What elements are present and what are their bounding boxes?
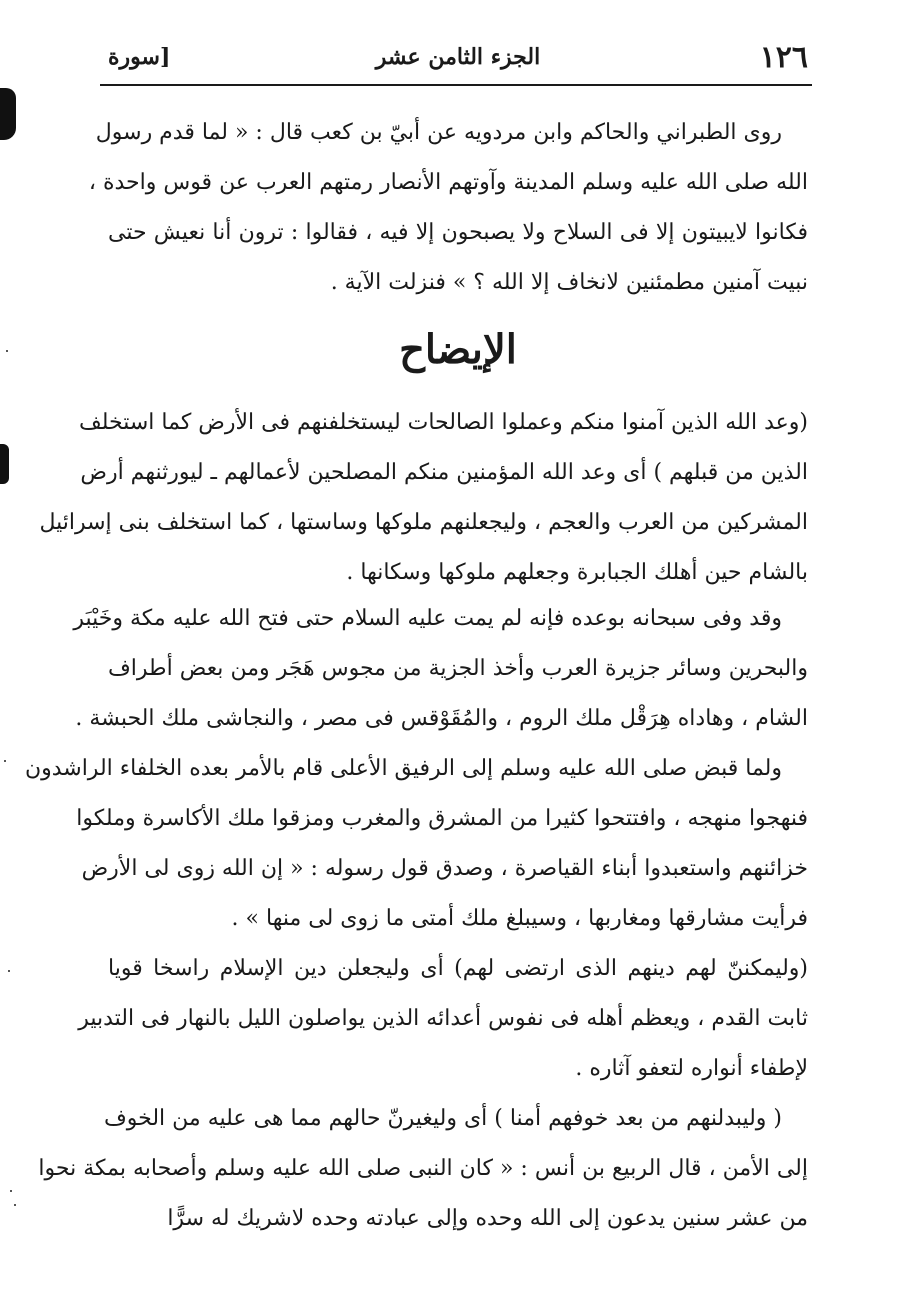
text-line: (وليمكننّ لهم دينهم الذى ارتضى لهم) أى وليجعلن دين الإسلام راسخا قويا bbox=[108, 956, 808, 981]
text-line: ولما قبض صلى الله عليه وسلم إلى الرفيق الأعلى قام بالأمر بعده الخلفاء الراشدون bbox=[24, 756, 782, 781]
paragraph-4 bbox=[78, 944, 808, 1094]
scan-speck bbox=[8, 970, 10, 972]
paragraph-3 bbox=[24, 744, 808, 944]
scan-mark bbox=[0, 444, 9, 484]
paragraph-5 bbox=[38, 1094, 808, 1244]
text-line: إلى الأمن ، قال الربيع بن أنس : « كان النبى صلى الله عليه وسلم وأصحابه بمكة نحوا bbox=[38, 1156, 808, 1181]
text-line: لإطفاء أنواره لتعفو آثاره . bbox=[575, 1056, 808, 1081]
running-header bbox=[108, 40, 808, 80]
scan-mark bbox=[0, 88, 16, 140]
paragraph-1 bbox=[39, 398, 808, 598]
text-line: ثابت القدم ، ويعظم أهله فى نفوس أعدائه الذين يواصلون الليل بالنهار فى التدبير bbox=[78, 1006, 808, 1031]
text-line: الشام ، وهاداه هِرَقْل ملك الروم ، والمُقَوْقس فى مصر ، والنجاشى ملك الحبشة . bbox=[75, 706, 808, 731]
part-title: الجزء الثامن عشر bbox=[375, 44, 541, 70]
scan-speck bbox=[4, 760, 6, 762]
text-line: وقد وفى سبحانه بوعده فإنه لم يمت عليه السلام حتى فتح الله عليه مكة وخَيْبَر bbox=[73, 606, 782, 631]
text-line: نبيت آمنين مطمئنين لانخاف إلا الله ؟ » فنزلت الآية . bbox=[330, 270, 808, 295]
paragraph-2 bbox=[73, 594, 808, 744]
header-rule bbox=[100, 84, 812, 86]
text-line: الذين من قبلهم ) أى وعد الله المؤمنين منكم المصلحين لأعمالهم ـ ليورثنهم أرض bbox=[80, 460, 808, 485]
page-number: ١٢٦ bbox=[759, 40, 808, 75]
text-line: فكانوا لايبيتون إلا فى السلاح ولا يصبحون إلا فيه ، فقالوا : ترون أنا نعيش حتى bbox=[108, 220, 808, 245]
text-line: بالشام حين أهلك الجبابرة وجعلهم ملوكها وسكانها . bbox=[346, 560, 808, 585]
text-line: المشركين من العرب والعجم ، وليجعلنهم ملوكها وساستها ، كما استخلف بنى إسرائيل bbox=[39, 510, 808, 535]
text-line: من عشر سنين يدعون إلى الله وحده وإلى عبادته وحده لاشريك له سرًّا bbox=[167, 1206, 808, 1231]
scan-speck bbox=[14, 1204, 16, 1206]
scan-speck bbox=[6, 350, 8, 352]
text-line: فرأيت مشارقها ومغاربها ، وسيبلغ ملك أمتى ما زوى لى منها » . bbox=[231, 906, 808, 931]
text-line: خزائنهم واستعبدوا أبناء القياصرة ، وصدق قول رسوله : « إن الله زوى لى الأرض bbox=[81, 856, 808, 881]
text-line: روى الطبراني والحاكم وابن مردويه عن أبيّ بن كعب قال : « لما قدم رسول bbox=[95, 120, 782, 145]
text-line: والبحرين وسائر جزيرة العرب وأخذ الجزية من مجوس هَجَر ومن بعض أطراف bbox=[108, 656, 808, 681]
text-line: (وعد الله الذين آمنوا منكم وعملوا الصالحات ليستخلفنهم فى الأرض كما استخلف bbox=[78, 410, 808, 435]
surah-label: [سورة bbox=[108, 44, 171, 70]
intro-paragraph bbox=[88, 108, 808, 308]
section-title: الإيضاح bbox=[399, 326, 517, 373]
text-line: فنهجوا منهجه ، وافتتحوا كثيرا من المشرق والمغرب ومزقوا ملك الأكاسرة وملكوا bbox=[76, 806, 808, 831]
text-line: ( وليبدلنهم من بعد خوفهم أمنا ) أى وليغيرنّ حالهم مما هى عليه من الخوف bbox=[103, 1106, 782, 1131]
scan-speck bbox=[10, 1190, 12, 1192]
text-line: الله صلى الله عليه وسلم المدينة وآوتهم الأنصار رمتهم العرب عن قوس واحدة ، bbox=[88, 170, 808, 195]
